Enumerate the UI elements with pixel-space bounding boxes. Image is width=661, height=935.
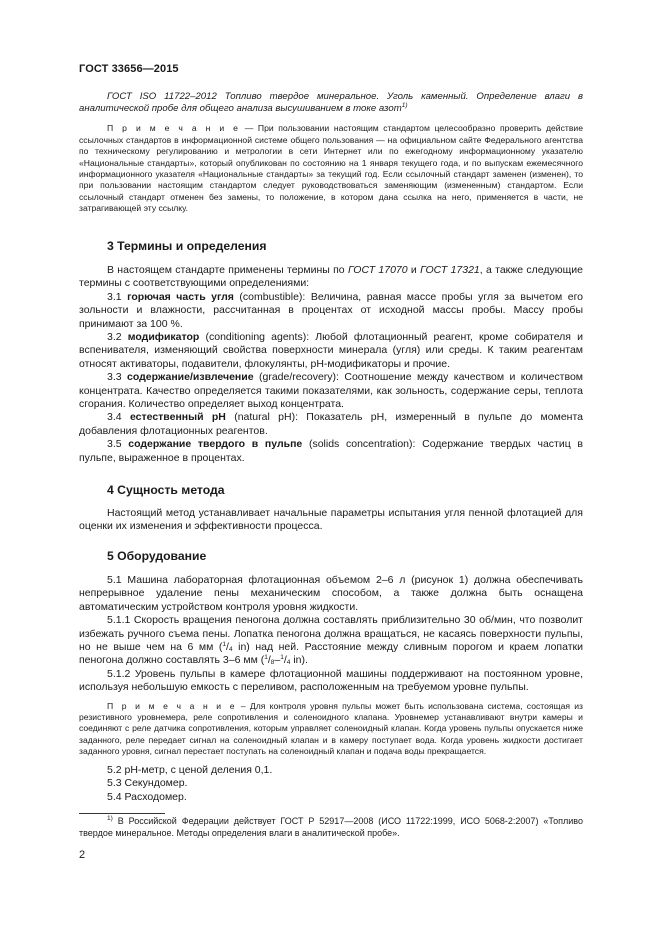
clause-5-4: 5.4 Расходомер. [107, 790, 187, 803]
note-label: П р и м е ч а н и е [107, 700, 237, 711]
section-4 [79, 483, 583, 534]
footnote: $^{1)}$ В Российской Федерации действует ГОСТ Р 52917—2008 (ИСО 11722:1999, ИСО 5068-2:2007) «Топливо твердое минеральное. Методы определения влаги в аналитической пробе». [79, 815, 583, 838]
clause-5-2: 5.2 рН-метр, с ценой деления 0,1. [107, 763, 273, 776]
normative-references [79, 91, 583, 215]
section-text: Настоящий метод устанавливает начальные параметры испытания угля пенной флотацией для оценки их изменения и эффективности процесса. [79, 507, 583, 533]
section-5 [79, 549, 583, 804]
term-definition: 3.1 горючая часть угля (combustible): Величина, равная массе пробы угля за вычетом его зольности и влажности, рассчитанная в процентах от исходной массы пробы. Массу пробы принимают за 100 %. [79, 290, 584, 330]
section-3 [79, 239, 583, 465]
section-heading: 5 Оборудование [107, 549, 207, 563]
note-references: П р и м е ч а н и е — При пользовании настоящим стандартом целесообразно проверить действие ссылочных стандартов в информационной системе общего пользования — на официальном сайте Федерального агентства по техническому регулированию и метрологии в сети Интернет или по ежегодному информационному указателю «Национальные стандарты», который опубликован по состоянию на 1 января текущего года, и по выпускам ежемесячного информационного указателя «Национальные стандарты» за текущий год. Если ссылочный стандарт заменен (изменен), то при пользовании настоящим стандартом следует руководствоваться заменяющим (измененным) стандартом. Если ссылочный стандарт отменен без замены, то положение, в котором дана ссылка на него, применяется в части, не затрагивающей эту ссылку. [79, 123, 583, 214]
footnote-divider [79, 813, 165, 814]
section-heading: 4 Сущность метода [107, 483, 225, 497]
section-intro: В настоящем стандарте применены термины по ГОСТ 17070 и ГОСТ 17321, а также следующие термины с соответствующими определениями: [79, 264, 584, 290]
term-definition: 3.3 содержание/извлечение (grade/recovery): Соотношение между качеством и количеством концентрата. Качество определяется такими показателями, как зольность, содержание серы, теплота сгорания. Количество определяет выход концентрата. [79, 371, 584, 411]
clause-5-1: 5.1 Машина лабораторная флотационная объемом 2–6 л (рисунок 1) должна обеспечивать непрерывное удаление пены механическим способом, а также должна быть оснащена автоматическим устройством контроля уровня жидкости. [79, 574, 583, 613]
term-definition: 3.4 естественный рН (natural pH): Показатель рН, измеренный в пульпе до момента добавления флотационных реагентов. [79, 411, 583, 437]
footnote-mark: 1) [401, 102, 408, 110]
section-heading: 3 Термины и определения [107, 239, 267, 253]
note-label: П р и м е ч а н и е [107, 123, 241, 134]
term-definition: 3.5 содержание твердого в пульпе (solids concentration): Содержание твердых частиц в пульпе, выраженное в процентах. [79, 438, 583, 464]
term-definition: 3.2 модификатор (conditioning agents): Любой флотационный реагент, кроме собирателя и вспенивателя, изменяющий свойства поверхности минерала (угля) или среды. К таким реагентам относят активаторы, подавители, флокулянты, рН-модификаторы и прочие. [79, 331, 584, 370]
clause-5-1-2: 5.1.2 Уровень пульпы в камере флотационной машины поддерживают на постоянном уровне, используя небольшую емкость с переливом, расположенным на требуемом уровне пульпы. [79, 667, 583, 694]
footnote-mark: 1) [107, 815, 113, 822]
note-level-control: П р и м е ч а н и е – Для контроля уровня пульпы может быть использована система, состоящая из резистивного уровнемера, реле сопротивления и соленоидного клапана. Уровнемер устанавливают внутри камеры и соединяют с реле датчика сопротивления, которым управляет соленоидный клапан. Когда уровень пульпы опускается ниже заданного, реле передает сигнал на соленоидный клапан и в камеру поступает вода. Когда уровень жидкости достигает заданного уровня, сигнал перестает поступать на соленоидный клапан и подача воды прекращается. [79, 700, 583, 757]
page-number: 2 [79, 849, 86, 861]
clause-5-1-1: 5.1.1 Скорость вращения пеногона должна составлять приблизительно 30 об/мин, что позволит избежать ручного съема пены. Лопатка пеногона должна вращаться, не касаясь поверхности пульпы, но не выше чем на 6 мм ($^1/_4$ in) над ней. Расстояние между сливным порогом и краем лопатки пеногона должно составлять 3–6 мм ($^1/_8-^1/_4$ in). [79, 614, 583, 667]
reference-gost-iso-11722: ГОСТ ISO 11722–2012 Топливо твердое минеральное. Уголь каменный. Определение влаги в аналитической пробе для общего анализа высушиванием в токе азот$^{1)}$ [79, 91, 583, 115]
clause-5-3: 5.3 Секундомер. [107, 777, 188, 790]
document-header: ГОСТ 33656—2015 [79, 63, 179, 75]
